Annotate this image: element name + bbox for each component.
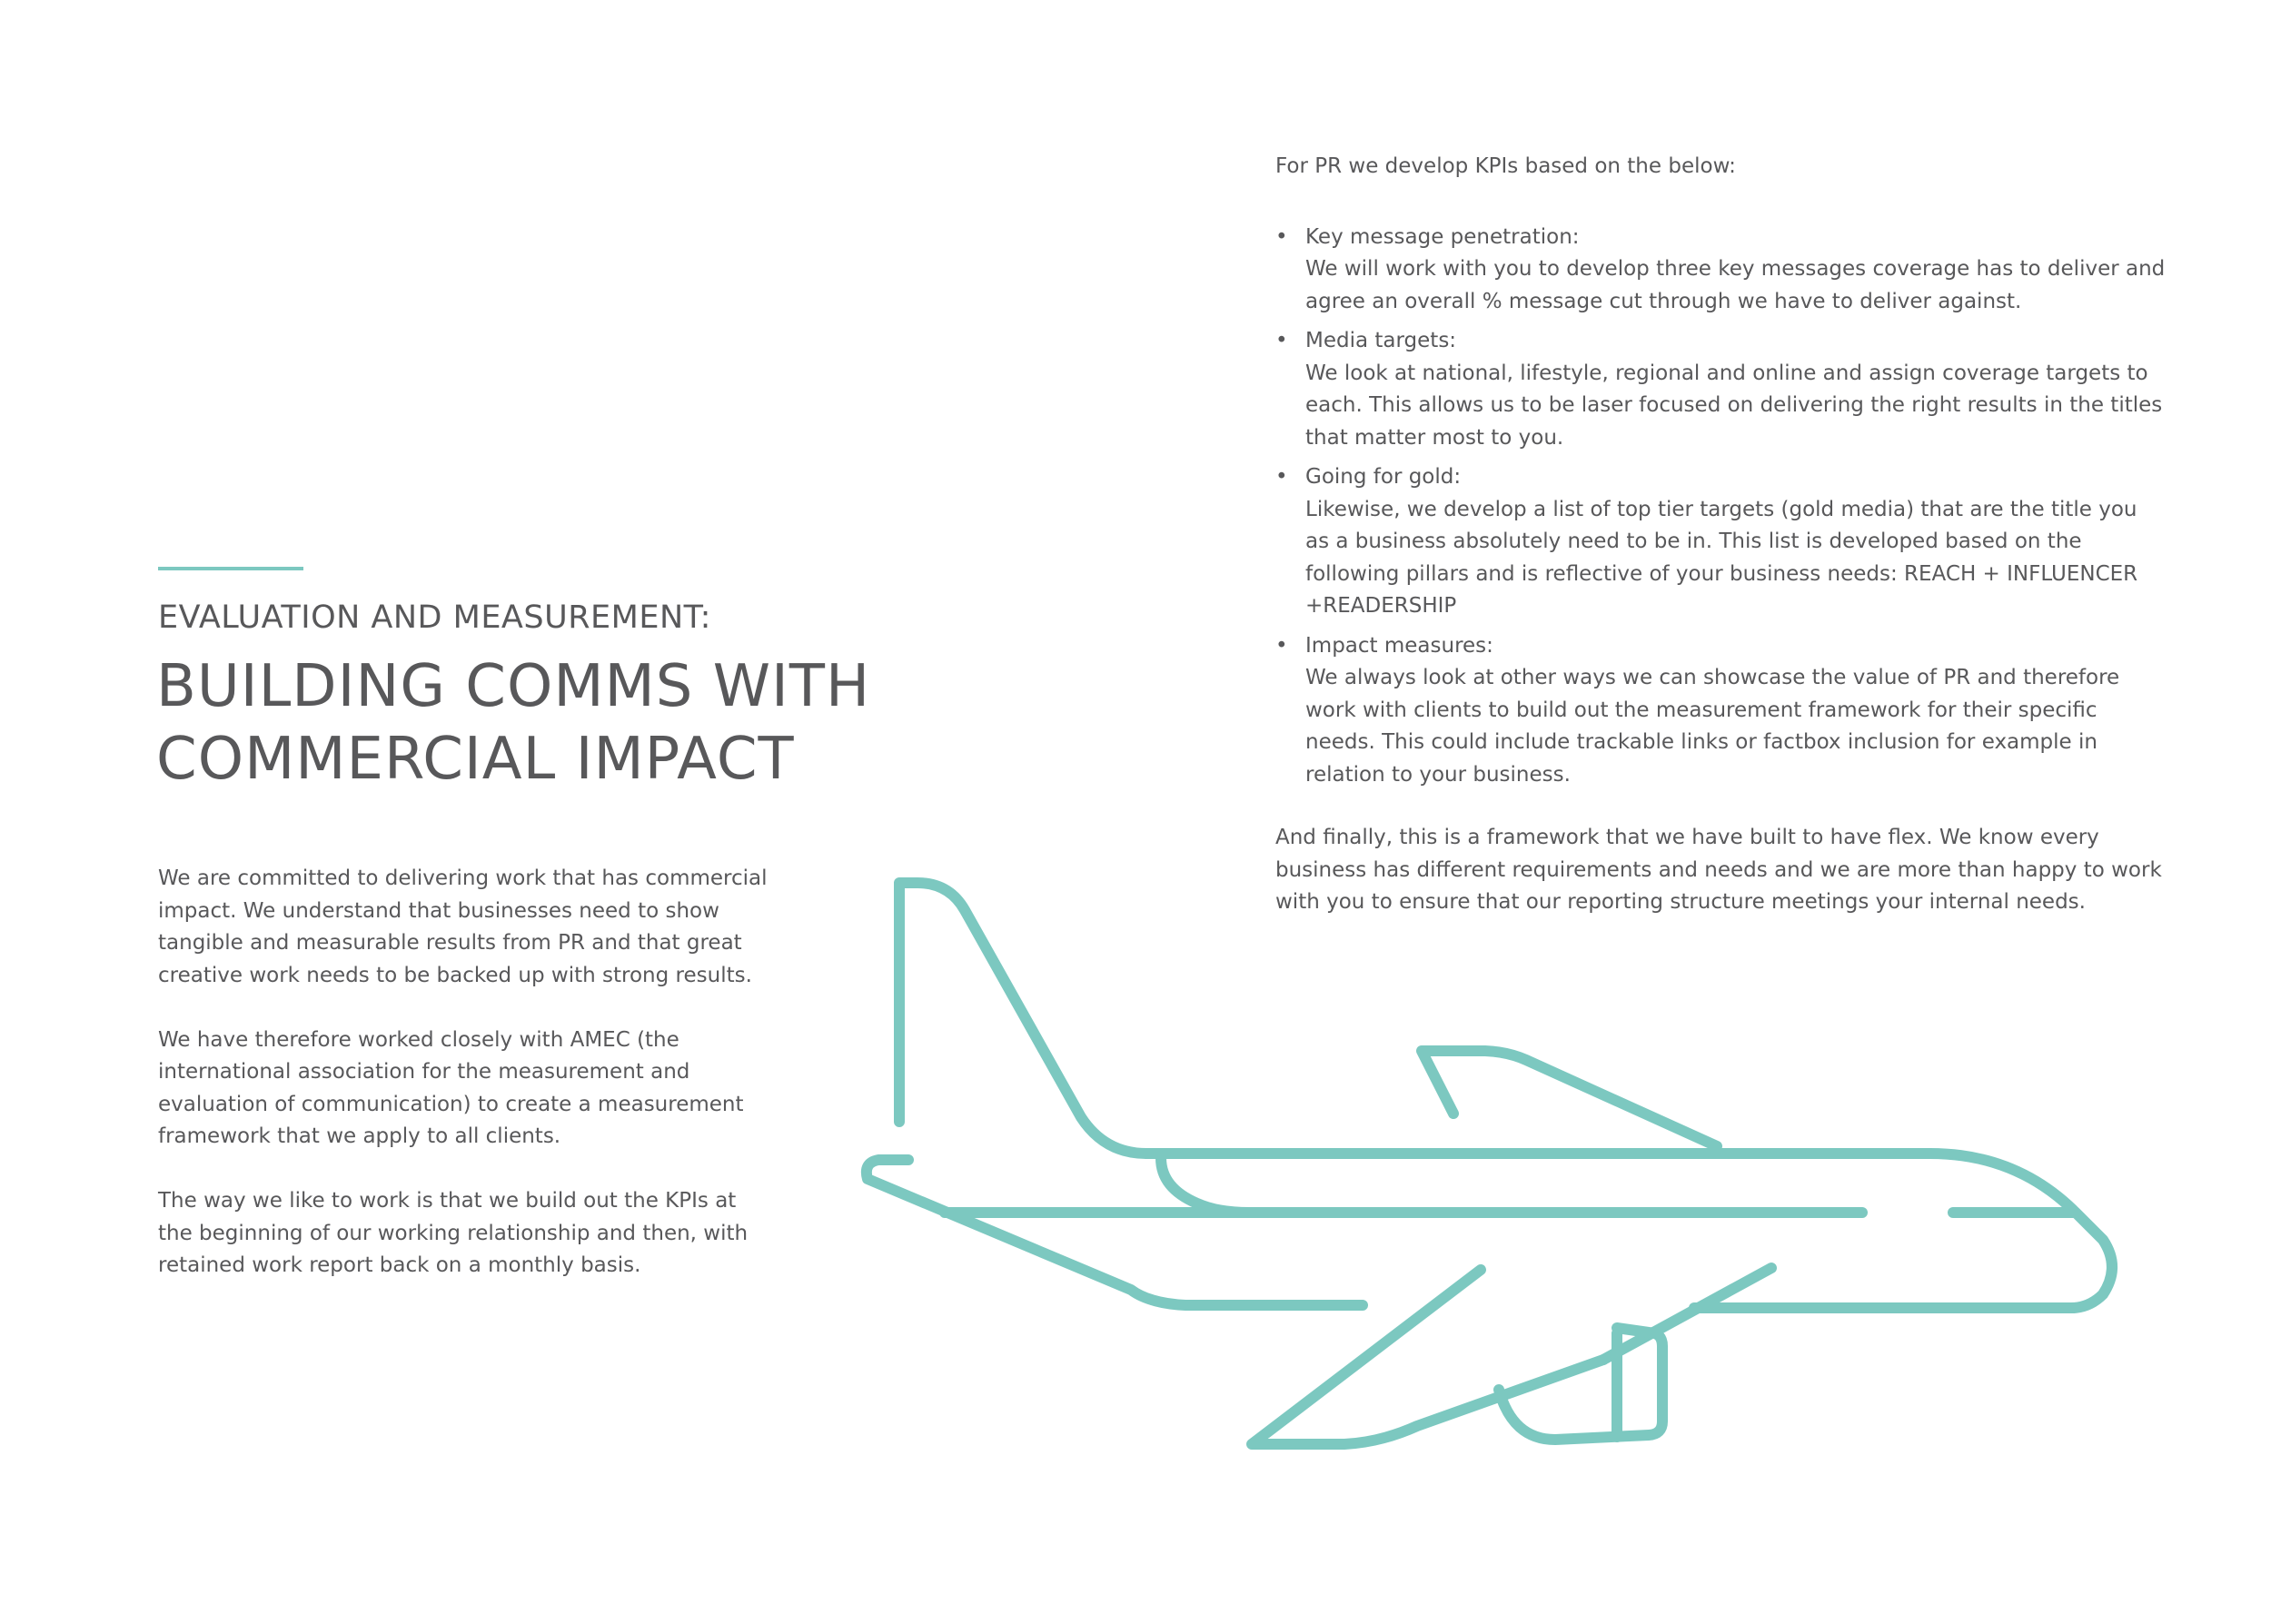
kpi-description: We will work with you to develop three key messages coverage has to deliver and agree an overall % message cut through we have to deliver against. <box>1305 257 2166 313</box>
bullet-icon: • <box>1275 465 1288 489</box>
closing-paragraph: And finally, this is a framework that we have built to have flex. We know every business has different requirements and needs and we are more than happy to work with you to ensure that our reporting structure meetings your internal needs. <box>1275 826 2162 914</box>
kpi-section <box>1275 151 2166 919</box>
list-item <box>1275 461 2166 623</box>
upper-fin-outline <box>1422 1051 1717 1146</box>
tail-cone-outline <box>867 1160 1363 1305</box>
page-title-line-1: BUILDING COMMS WITH <box>156 653 871 720</box>
intro-paragraph: We have therefore worked closely with AMEC (the international association for the measurement and evaluation of communication) to create a measurement framework that we apply to all clients. <box>158 1027 744 1148</box>
list-item <box>1275 222 2166 319</box>
list-item <box>1275 630 2166 792</box>
section-kicker: EVALUATION AND MEASUREMENT: <box>158 599 711 636</box>
kpi-description: We look at national, lifestyle, regional and online and assign coverage targets to each. This allows us to be laser focused on delivering the right results in the titles that matter most to you. <box>1305 361 2163 450</box>
wing-trailing-line <box>1603 1268 1771 1360</box>
bullet-icon: • <box>1275 329 1288 352</box>
intro-copy <box>158 863 776 1314</box>
kpi-description: Likewise, we develop a list of top tier targets (gold media) that are the title you as a business absolutely need to be in. This list is developed based on the following pillars and is reflective of your business needs: REACH + INFLUENCER +READERSHIP <box>1305 497 2138 618</box>
bullet-icon: • <box>1275 633 1288 658</box>
page-title-line-2: COMMERCIAL IMPACT <box>156 726 795 793</box>
intro-paragraph: We are committed to delivering work that has commercial impact. We understand that businesses need to show tangible and measurable results from PR and that great creative work needs to be backed up with strong results. <box>158 866 768 987</box>
kpi-title: Impact measures: <box>1305 633 1493 658</box>
list-item <box>1275 325 2166 454</box>
kpi-intro: For PR we develop KPIs based on the below: <box>1275 154 1736 178</box>
wing-root-outline <box>1161 1158 1249 1213</box>
page-title <box>156 650 870 796</box>
kpi-description: We always look at other ways we can showcase the value of PR and therefore work with clients to build out the measurement framework for their specific needs. This could include trackable links or factbox inclusion for example in relation to your business. <box>1305 666 2120 787</box>
accent-divider <box>158 567 303 570</box>
kpi-title: Media targets: <box>1305 329 1457 352</box>
kpi-list <box>1275 222 2166 792</box>
kpi-title: Going for gold: <box>1305 465 1462 489</box>
bullet-icon: • <box>1275 224 1288 249</box>
intro-paragraph: The way we like to work is that we build out the KPIs at the beginning of our working relationship and then, with retained work report back on a monthly basis. <box>158 1189 749 1277</box>
fuselage-top-outline <box>1146 1154 2112 1308</box>
kpi-title: Key message penetration: <box>1305 224 1580 249</box>
wing-outline <box>1252 1270 1603 1444</box>
tail-fin-outline <box>899 883 1146 1154</box>
airplane-icon <box>854 872 2126 1462</box>
